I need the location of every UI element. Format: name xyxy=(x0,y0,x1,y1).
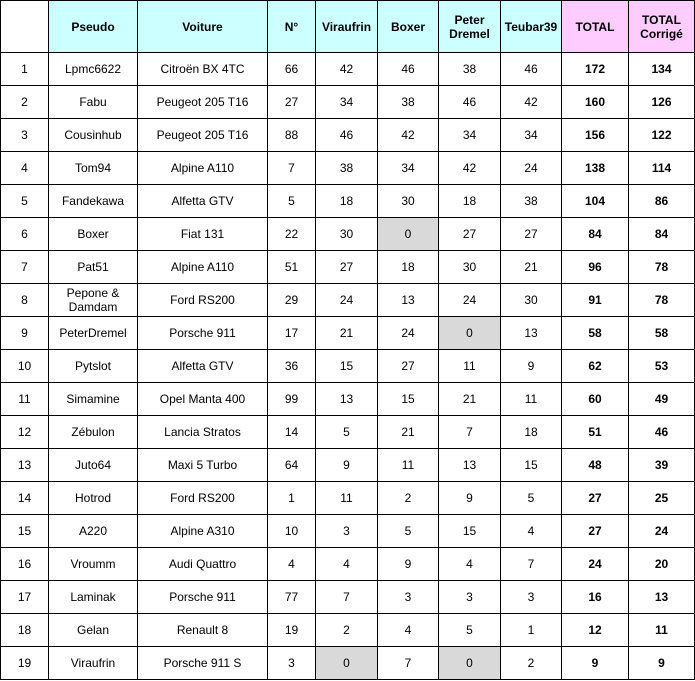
cell-total-corrige: 86 xyxy=(629,185,695,218)
table-row xyxy=(1,548,695,581)
cell-voiture: Porsche 911 xyxy=(138,581,268,614)
cell-total: 138 xyxy=(562,152,629,185)
cell-pseudo: Tom94 xyxy=(49,152,138,185)
cell-peter-dremel: 21 xyxy=(439,383,501,416)
cell-viraufrin: 34 xyxy=(316,86,378,119)
cell-pseudo: Gelan xyxy=(49,614,138,647)
cell-numero: 10 xyxy=(268,515,316,548)
cell-teubar39: 34 xyxy=(501,119,562,152)
cell-total: 9 xyxy=(562,647,629,680)
cell-voiture: Peugeot 205 T16 xyxy=(138,119,268,152)
cell-boxer: 42 xyxy=(378,119,439,152)
cell-teubar39: 42 xyxy=(501,86,562,119)
cell-rank: 12 xyxy=(1,416,49,449)
cell-total: 48 xyxy=(562,449,629,482)
cell-total-corrige: 25 xyxy=(629,482,695,515)
cell-total-corrige: 84 xyxy=(629,218,695,251)
cell-rank: 4 xyxy=(1,152,49,185)
cell-numero: 5 xyxy=(268,185,316,218)
cell-teubar39: 2 xyxy=(501,647,562,680)
cell-rank: 17 xyxy=(1,581,49,614)
cell-peter-dremel: 0 xyxy=(439,317,501,350)
cell-total: 16 xyxy=(562,581,629,614)
header-viraufrin: Viraufrin xyxy=(316,1,378,53)
cell-rank: 10 xyxy=(1,350,49,383)
cell-numero: 3 xyxy=(268,647,316,680)
cell-voiture: Porsche 911 xyxy=(138,317,268,350)
cell-numero: 4 xyxy=(268,548,316,581)
table-row xyxy=(1,251,695,284)
cell-boxer: 15 xyxy=(378,383,439,416)
cell-total-corrige: 126 xyxy=(629,86,695,119)
cell-numero: 64 xyxy=(268,449,316,482)
cell-teubar39: 7 xyxy=(501,548,562,581)
cell-rank: 19 xyxy=(1,647,49,680)
cell-teubar39: 13 xyxy=(501,317,562,350)
cell-total-corrige: 20 xyxy=(629,548,695,581)
table-row xyxy=(1,119,695,152)
cell-peter-dremel: 0 xyxy=(439,647,501,680)
table-row xyxy=(1,317,695,350)
cell-numero: 19 xyxy=(268,614,316,647)
cell-peter-dremel: 18 xyxy=(439,185,501,218)
cell-rank: 2 xyxy=(1,86,49,119)
cell-numero: 77 xyxy=(268,581,316,614)
cell-voiture: Peugeot 205 T16 xyxy=(138,86,268,119)
cell-viraufrin: 9 xyxy=(316,449,378,482)
cell-viraufrin: 7 xyxy=(316,581,378,614)
cell-viraufrin: 3 xyxy=(316,515,378,548)
cell-voiture: Alfetta GTV xyxy=(138,350,268,383)
cell-teubar39: 38 xyxy=(501,185,562,218)
cell-total-corrige: 9 xyxy=(629,647,695,680)
cell-boxer: 4 xyxy=(378,614,439,647)
cell-boxer: 9 xyxy=(378,548,439,581)
header-rank xyxy=(1,1,49,53)
cell-voiture: Alpine A310 xyxy=(138,515,268,548)
header-peter-dremel: Peter Dremel xyxy=(439,1,501,53)
cell-peter-dremel: 9 xyxy=(439,482,501,515)
cell-numero: 36 xyxy=(268,350,316,383)
header-pseudo: Pseudo xyxy=(49,1,138,53)
cell-peter-dremel: 24 xyxy=(439,284,501,317)
cell-numero: 7 xyxy=(268,152,316,185)
cell-numero: 14 xyxy=(268,416,316,449)
cell-viraufrin: 42 xyxy=(316,53,378,86)
cell-boxer: 46 xyxy=(378,53,439,86)
cell-total: 60 xyxy=(562,383,629,416)
cell-boxer: 5 xyxy=(378,515,439,548)
cell-rank: 18 xyxy=(1,614,49,647)
table-row xyxy=(1,185,695,218)
cell-pseudo: Cousinhub xyxy=(49,119,138,152)
cell-boxer: 30 xyxy=(378,185,439,218)
cell-peter-dremel: 34 xyxy=(439,119,501,152)
cell-peter-dremel: 38 xyxy=(439,53,501,86)
table-row xyxy=(1,218,695,251)
cell-teubar39: 1 xyxy=(501,614,562,647)
cell-voiture: Ford RS200 xyxy=(138,482,268,515)
table-row xyxy=(1,614,695,647)
cell-pseudo: Hotrod xyxy=(49,482,138,515)
cell-numero: 29 xyxy=(268,284,316,317)
cell-boxer: 13 xyxy=(378,284,439,317)
cell-boxer: 18 xyxy=(378,251,439,284)
cell-rank: 3 xyxy=(1,119,49,152)
cell-numero: 66 xyxy=(268,53,316,86)
cell-voiture: Lancia Stratos xyxy=(138,416,268,449)
cell-teubar39: 9 xyxy=(501,350,562,383)
cell-total-corrige: 39 xyxy=(629,449,695,482)
cell-numero: 27 xyxy=(268,86,316,119)
cell-peter-dremel: 27 xyxy=(439,218,501,251)
cell-rank: 15 xyxy=(1,515,49,548)
cell-rank: 7 xyxy=(1,251,49,284)
cell-rank: 1 xyxy=(1,53,49,86)
cell-voiture: Fiat 131 xyxy=(138,218,268,251)
cell-voiture: Renault 8 xyxy=(138,614,268,647)
cell-teubar39: 18 xyxy=(501,416,562,449)
cell-pseudo: Vroumm xyxy=(49,548,138,581)
cell-boxer: 7 xyxy=(378,647,439,680)
cell-pseudo: Juto64 xyxy=(49,449,138,482)
cell-voiture: Alpine A110 xyxy=(138,152,268,185)
header-teubar39: Teubar39 xyxy=(501,1,562,53)
cell-peter-dremel: 3 xyxy=(439,581,501,614)
cell-rank: 14 xyxy=(1,482,49,515)
cell-voiture: Porsche 911 S xyxy=(138,647,268,680)
cell-voiture: Alpine A110 xyxy=(138,251,268,284)
cell-viraufrin: 15 xyxy=(316,350,378,383)
cell-teubar39: 30 xyxy=(501,284,562,317)
cell-viraufrin: 30 xyxy=(316,218,378,251)
cell-rank: 9 xyxy=(1,317,49,350)
cell-viraufrin: 18 xyxy=(316,185,378,218)
cell-numero: 99 xyxy=(268,383,316,416)
cell-viraufrin: 13 xyxy=(316,383,378,416)
table-row xyxy=(1,515,695,548)
cell-total-corrige: 78 xyxy=(629,284,695,317)
table-row xyxy=(1,383,695,416)
cell-pseudo: Boxer xyxy=(49,218,138,251)
cell-total: 24 xyxy=(562,548,629,581)
cell-viraufrin: 46 xyxy=(316,119,378,152)
cell-total-corrige: 134 xyxy=(629,53,695,86)
cell-pseudo: Viraufrin xyxy=(49,647,138,680)
cell-peter-dremel: 46 xyxy=(439,86,501,119)
cell-total-corrige: 11 xyxy=(629,614,695,647)
cell-teubar39: 46 xyxy=(501,53,562,86)
cell-pseudo: Lpmc6622 xyxy=(49,53,138,86)
cell-pseudo: Fandekawa xyxy=(49,185,138,218)
cell-total: 91 xyxy=(562,284,629,317)
cell-pseudo: A220 xyxy=(49,515,138,548)
table-row xyxy=(1,449,695,482)
cell-pseudo: PeterDremel xyxy=(49,317,138,350)
cell-peter-dremel: 11 xyxy=(439,350,501,383)
table-row xyxy=(1,152,695,185)
header-boxer: Boxer xyxy=(378,1,439,53)
cell-teubar39: 21 xyxy=(501,251,562,284)
cell-pseudo: Zébulon xyxy=(49,416,138,449)
cell-total-corrige: 13 xyxy=(629,581,695,614)
cell-voiture: Alfetta GTV xyxy=(138,185,268,218)
cell-teubar39: 4 xyxy=(501,515,562,548)
cell-total: 96 xyxy=(562,251,629,284)
cell-voiture: Opel Manta 400 xyxy=(138,383,268,416)
cell-boxer: 11 xyxy=(378,449,439,482)
cell-total: 84 xyxy=(562,218,629,251)
cell-peter-dremel: 5 xyxy=(439,614,501,647)
cell-voiture: Audi Quattro xyxy=(138,548,268,581)
cell-total-corrige: 78 xyxy=(629,251,695,284)
cell-teubar39: 5 xyxy=(501,482,562,515)
cell-peter-dremel: 15 xyxy=(439,515,501,548)
cell-viraufrin: 5 xyxy=(316,416,378,449)
cell-boxer: 24 xyxy=(378,317,439,350)
cell-rank: 16 xyxy=(1,548,49,581)
cell-teubar39: 24 xyxy=(501,152,562,185)
table-row xyxy=(1,284,695,317)
cell-peter-dremel: 13 xyxy=(439,449,501,482)
cell-rank: 5 xyxy=(1,185,49,218)
cell-boxer: 21 xyxy=(378,416,439,449)
cell-total-corrige: 46 xyxy=(629,416,695,449)
cell-total: 58 xyxy=(562,317,629,350)
cell-total-corrige: 53 xyxy=(629,350,695,383)
cell-numero: 22 xyxy=(268,218,316,251)
cell-total: 156 xyxy=(562,119,629,152)
cell-rank: 6 xyxy=(1,218,49,251)
cell-pseudo: Pytslot xyxy=(49,350,138,383)
cell-teubar39: 27 xyxy=(501,218,562,251)
header-voiture: Voiture xyxy=(138,1,268,53)
cell-total: 27 xyxy=(562,482,629,515)
cell-numero: 88 xyxy=(268,119,316,152)
cell-peter-dremel: 4 xyxy=(439,548,501,581)
cell-boxer: 27 xyxy=(378,350,439,383)
header-total-corrige: TOTAL Corrigé xyxy=(629,1,695,53)
cell-numero: 51 xyxy=(268,251,316,284)
cell-pseudo: Simamine xyxy=(49,383,138,416)
cell-total-corrige: 58 xyxy=(629,317,695,350)
cell-teubar39: 15 xyxy=(501,449,562,482)
cell-pseudo: Pat51 xyxy=(49,251,138,284)
cell-rank: 11 xyxy=(1,383,49,416)
cell-viraufrin: 2 xyxy=(316,614,378,647)
cell-boxer: 38 xyxy=(378,86,439,119)
cell-numero: 1 xyxy=(268,482,316,515)
table-row xyxy=(1,53,695,86)
cell-viraufrin: 27 xyxy=(316,251,378,284)
cell-voiture: Maxi 5 Turbo xyxy=(138,449,268,482)
cell-total: 27 xyxy=(562,515,629,548)
cell-rank: 13 xyxy=(1,449,49,482)
cell-pseudo: Fabu xyxy=(49,86,138,119)
cell-voiture: Citroën BX 4TC xyxy=(138,53,268,86)
cell-total: 12 xyxy=(562,614,629,647)
cell-total-corrige: 122 xyxy=(629,119,695,152)
cell-viraufrin: 24 xyxy=(316,284,378,317)
cell-viraufrin: 0 xyxy=(316,647,378,680)
header-row xyxy=(1,1,695,53)
cell-rank: 8 xyxy=(1,284,49,317)
cell-total-corrige: 114 xyxy=(629,152,695,185)
cell-total: 160 xyxy=(562,86,629,119)
header-numero: N° xyxy=(268,1,316,53)
cell-boxer: 3 xyxy=(378,581,439,614)
cell-teubar39: 11 xyxy=(501,383,562,416)
cell-peter-dremel: 7 xyxy=(439,416,501,449)
cell-voiture: Ford RS200 xyxy=(138,284,268,317)
cell-viraufrin: 38 xyxy=(316,152,378,185)
table-body xyxy=(1,53,695,680)
cell-viraufrin: 4 xyxy=(316,548,378,581)
table-row xyxy=(1,350,695,383)
cell-total: 104 xyxy=(562,185,629,218)
table-row xyxy=(1,581,695,614)
cell-viraufrin: 21 xyxy=(316,317,378,350)
cell-numero: 17 xyxy=(268,317,316,350)
cell-total-corrige: 24 xyxy=(629,515,695,548)
cell-total: 62 xyxy=(562,350,629,383)
cell-peter-dremel: 30 xyxy=(439,251,501,284)
cell-teubar39: 3 xyxy=(501,581,562,614)
table-row xyxy=(1,416,695,449)
cell-boxer: 2 xyxy=(378,482,439,515)
cell-peter-dremel: 42 xyxy=(439,152,501,185)
cell-boxer: 34 xyxy=(378,152,439,185)
cell-total: 51 xyxy=(562,416,629,449)
table-row xyxy=(1,482,695,515)
cell-boxer: 0 xyxy=(378,218,439,251)
table-row xyxy=(1,86,695,119)
cell-total: 172 xyxy=(562,53,629,86)
table-row xyxy=(1,647,695,680)
cell-total-corrige: 49 xyxy=(629,383,695,416)
cell-pseudo: Pepone & Damdam xyxy=(49,284,138,317)
cell-pseudo: Laminak xyxy=(49,581,138,614)
header-total: TOTAL xyxy=(562,1,629,53)
cell-viraufrin: 11 xyxy=(316,482,378,515)
